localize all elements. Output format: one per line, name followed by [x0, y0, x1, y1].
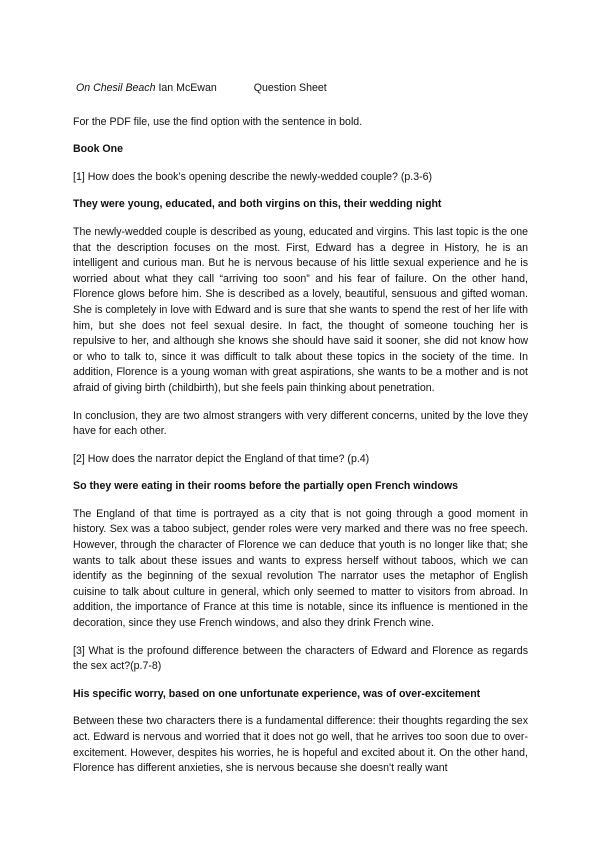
author-name: Ian McEwan: [158, 82, 217, 94]
bold-quote-1: They were young, educated, and both virgins on this, their wedding night: [73, 198, 442, 211]
instruction-text: For the PDF file, use the find option with the sentence in bold.: [73, 115, 363, 128]
answer-3-paragraph-1: Between these two characters there is a fundamental difference: their thoughts regarding the sex act. Edward is nervous and worried that it does not go well, that he arrives too soon due to over-excitement. However, despites his worries, he is hopeful and excited about it. On the other hand, Florence has different anxieties, she is nervous because she doesn't really want: [73, 715, 528, 775]
question-2: [2] How does the narrator depict the England of that time? (p.4): [73, 452, 370, 465]
question-3: [3] What is the profound difference between the characters of Edward and Florence as regards the sex act?(p.7-8): [73, 644, 528, 673]
answer-1-paragraph-1: The newly-wedded couple is described as young, educated and virgins. This last topic is the one that the description focuses on the most. First, Edward has a degree in History, he is an intelligent and curious man. But he is nervous because of his little sexual experience and he is worried about what they call “arriving too soon” and his fear of failure. On the other hand, Florence glows before him. She is described as a lovely, beautiful, sensuous and gifted woman. She is completely in love with Edward and is sure that she wants to spend the rest of her life with him, but she does not feel sexual desire. In fact, the thought of someone touching her is repulsive to her, and although she knows she should have said it sooner, she did not know how or who to talk to, since it was difficult to talk about these topics in the society of the time. In addition, Florence is a young woman with great aspirations, she wants to be a mother and is not afraid of giving birth (childbirth), but she feels pain thinking about penetration.: [73, 225, 528, 394]
section-heading: Book One: [73, 143, 124, 156]
answer-2-paragraph-1: The England of that time is portrayed as a city that is not going through a good moment in history. Sex was a taboo subject, gender roles were very marked and there was no free speech. However, through the character of Florence we can deduce that youth is no longer like that; she wants to talk about these issues and wants to express herself without taboos, which we can identify as the beginning of the sexual revolution The narrator uses the metaphor of English cuisine to talk about culture in general, which only seemed to matter to visitors from abroad. In addition, the importance of France at this time is notable, since its influence is mentioned in the decoration, since they use French windows, and also they drink French wine.: [73, 507, 528, 630]
question-1: [1] How does the book’s opening describe the newly-wedded couple? (p.3-6): [73, 170, 433, 183]
header-line: [73, 81, 528, 97]
answer-1-paragraph-2: In conclusion, they are two almost strangers with very different concerns, united by the love they have for each other.: [73, 409, 528, 438]
sheet-label: Question Sheet: [253, 82, 327, 94]
book-title: On Chesil Beach: [76, 82, 156, 94]
bold-quote-2: So they were eating in their rooms before the partially open French windows: [73, 480, 458, 493]
bold-quote-3: His specific worry, based on one unfortunate experience, was of over-excitement: [73, 687, 481, 700]
